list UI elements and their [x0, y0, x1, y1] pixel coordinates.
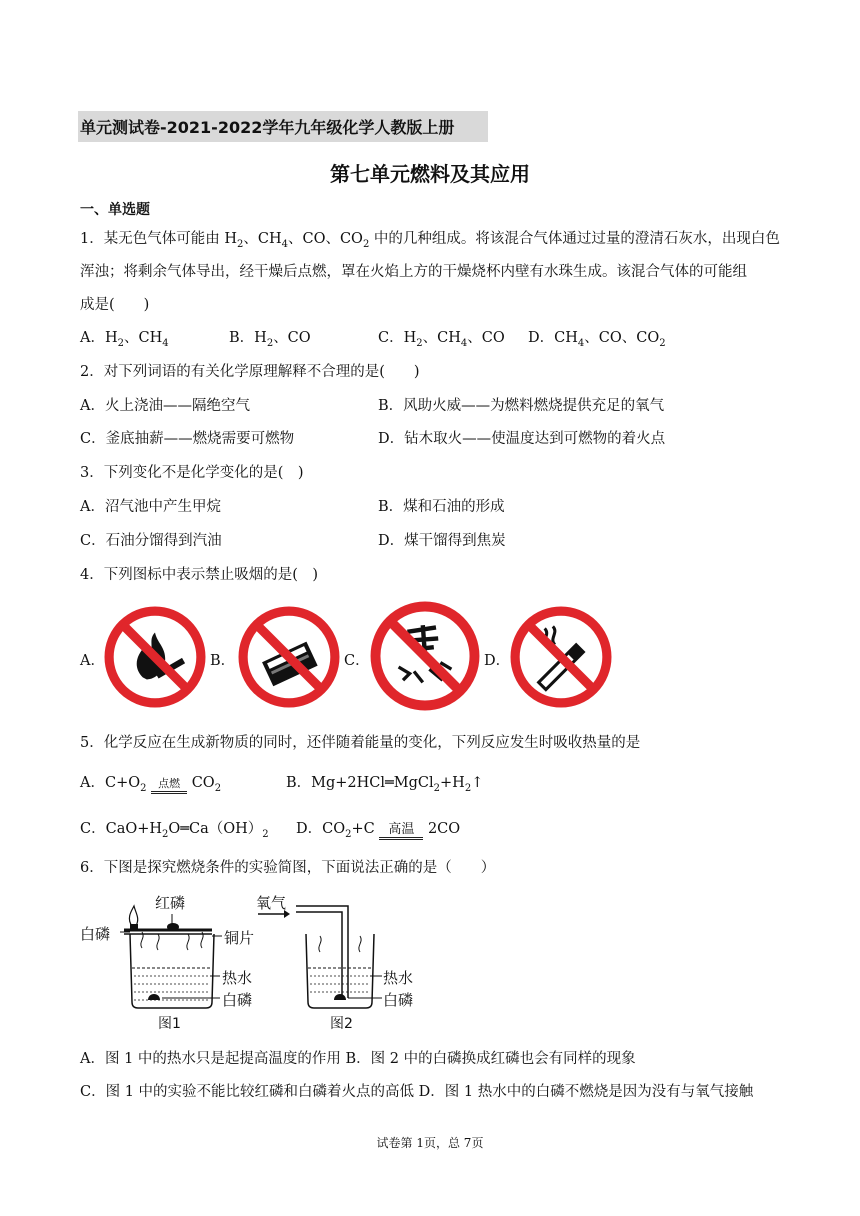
q4-stem: 4．下列图标中表示禁止吸烟的是( ): [80, 567, 319, 583]
q6-options-line1: A．图 1 中的热水只是起提高温度的作用 B．图 2 中的白磷换成红磷也会有同样的现象: [80, 1051, 636, 1067]
document-header: 单元测试卷-2021-2022学年九年级化学人教版上册: [80, 118, 455, 137]
q1-line3: 成是( ): [80, 297, 150, 313]
q3-option-a: A．沼气池中产生甲烷: [80, 499, 221, 515]
q4-label-b: B．: [210, 653, 236, 669]
q5-option-b: B．$Mg+2HCl═MgCl_2+H_2↑$: [286, 775, 484, 794]
fig1-white-phosphorus-label: 白磷: [222, 991, 253, 1009]
q4-label-a: A．: [80, 653, 105, 669]
fig1-copper-label: 铜片: [224, 929, 255, 947]
q2-option-c: C．釜底抽薪——燃烧需要可燃物: [80, 431, 295, 447]
no-fireworks-sign-icon: [370, 601, 480, 711]
page-title: 第七单元燃料及其应用: [330, 162, 530, 186]
q3-option-d: D．煤干馏得到焦炭: [378, 533, 506, 549]
fig2-hot-water-label: 热水: [383, 969, 414, 987]
q5-option-d: D．$CO_2+C$ 高温 2CO: [296, 817, 460, 840]
fig2-white-phosphorus-label: 白磷: [383, 991, 414, 1009]
q1-option-b: B．$H_2$、CO: [229, 330, 311, 349]
q2-option-a: A．火上浇油——隔绝空气: [80, 398, 250, 414]
q1-option-d: D．$CH_4$、CO、$CO_2$: [528, 330, 666, 349]
q1-line2: 浑浊；将剩余气体导出，经干燥后点燃，罩在火焰上方的干燥烧杯内壁有水珠生成。该混合气体的可能组: [80, 264, 747, 280]
q3-option-b: B．煤和石油的形成: [378, 499, 505, 515]
q6-stem: 6．下图是探究燃烧条件的实验简图，下面说法正确的是（ ）: [80, 860, 496, 876]
q1-option-c: C．$H_2$、$CH_4$、CO: [378, 330, 505, 349]
q4-label-d: D．: [484, 653, 511, 669]
q5-option-c: C．$CaO+H_2O═Ca(OH)_2$: [80, 821, 269, 840]
fig2-oxygen-label: 氧气: [256, 894, 287, 912]
no-smoking-sign-icon: [510, 606, 612, 708]
q1-option-a: A．$H_2$、$CH_4$: [80, 330, 169, 349]
fig1-caption: 图1: [158, 1016, 181, 1032]
page-footer: 试卷第 1页，总 7页: [376, 1136, 484, 1150]
q2-option-b: B．风助火威——为燃料燃烧提供充足的氧气: [378, 398, 665, 414]
q2-stem: 2．对下列词语的有关化学原理解释不合理的是( ): [80, 364, 420, 380]
no-matches-sign-icon: [238, 606, 340, 708]
section-heading: 一、单选题: [80, 202, 150, 218]
q4-label-c: C．: [344, 653, 370, 669]
fig2-caption: 图2: [330, 1016, 353, 1032]
q5-option-a: A．$C+O_2$ 点燃 $CO_2$: [80, 775, 222, 794]
q2-option-d: D．钻木取火——使温度达到可燃物的着火点: [378, 431, 666, 447]
no-open-flame-sign-icon: [104, 606, 206, 708]
q3-stem: 3．下列变化不是化学变化的是( ): [80, 465, 304, 481]
q3-option-c: C．石油分馏得到汽油: [80, 533, 222, 549]
q6-options-line2: C．图 1 中的实验不能比较红磷和白磷着火点的高低 D．图 1 热水中的白磷不燃烧是因为没有与氧气接触: [80, 1084, 754, 1100]
fig1-hot-water-label: 热水: [222, 969, 253, 987]
q5-stem: 5．化学反应在生成新物质的同时，还伴随着能量的变化，下列反应发生时吸收热量的是: [80, 735, 641, 751]
fig1-white-phosphorus-left-label: 白磷: [80, 925, 111, 943]
fig1-red-phosphorus-label: 红磷: [155, 894, 186, 912]
q1-line1: 1．某无色气体可能由 $H_2$、$CH_4$、CO、$CO_2$ 中的几种组成。将该混合气体通过过量的澄清石灰水，出现白色: [80, 231, 780, 250]
